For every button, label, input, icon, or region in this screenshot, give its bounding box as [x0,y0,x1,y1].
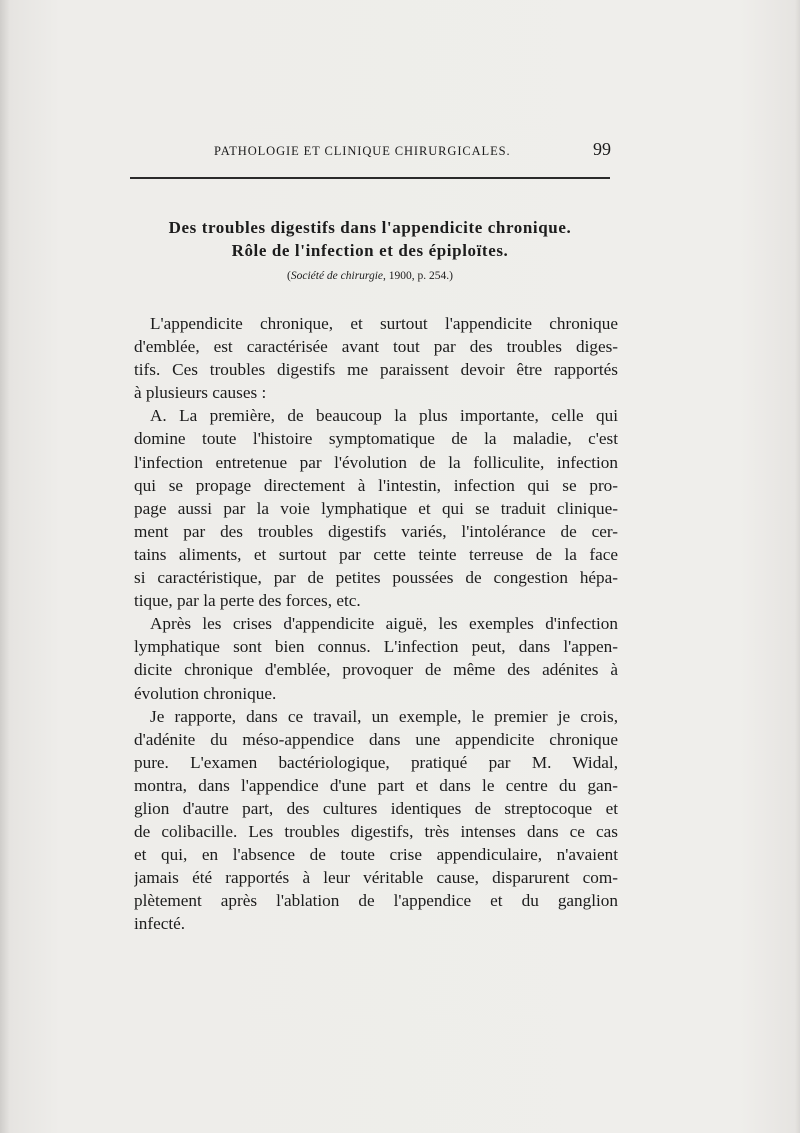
body-line: lymphatique sont bien connus. L'infection peut, dans l'appen- [134,637,618,657]
citation-source: Société de chirurgie [290,270,384,282]
body-line: dicite chronique d'emblée, provoquer de même des adénites à [134,660,618,680]
body-line: L'appendicite chronique, et surtout l'appendicite chronique [150,314,618,333]
article-body [134,312,618,936]
page-number: 99 [593,139,611,159]
body-line: infecté. [134,914,186,934]
body-line: Après les crises d'appendicite aiguë, les exemples d'infection [150,614,618,634]
body-line: d'emblée, est caractérisée avant tout par des troubles diges- [134,337,618,357]
citation-details: , 1900, p. 254.) [383,270,453,282]
body-line: plètement après l'ablation de l'appendice et du ganglion [134,891,618,911]
citation-open: ( [287,270,291,282]
body-line: tains aliments, et surtout par cette teinte terreuse de la face [134,544,618,564]
body-line: tifs. Ces troubles digestifs me paraissent devoir être rapportés [134,360,618,380]
article-title-line-2: Rôle de l'infection et des épiploïtes. [231,241,509,260]
body-line: jamais été rapportés à leur véritable cause, disparurent com- [134,868,618,888]
article-title-line-1: Des troubles digestifs dans l'appendicite chronique. [168,218,572,237]
body-line: et qui, en l'absence de toute crise appendiculaire, n'avaient [134,845,618,865]
header-rule [130,177,610,179]
body-line: d'adénite du méso-appendice dans une appendicite chronique [134,729,618,749]
running-header-title: PATHOLOGIE ET CLINIQUE CHIRURGICALES. [214,144,511,158]
body-line: qui se propage directement à l'intestin, infection qui se pro- [134,475,618,495]
body-line: glion d'autre part, des cultures identiques de streptocoque et [134,798,618,818]
body-line: si caractéristique, par de petites poussées de congestion hépa- [134,568,618,588]
body-line: A. La première, de beaucoup la plus importante, celle qui [150,406,618,426]
body-line: montra, dans l'appendice d'une part et dans le centre du gan- [134,775,618,795]
body-line: tique, par la perte des forces, etc. [134,591,361,611]
body-line: ment par des troubles digestifs variés, l'intolérance de cer- [134,521,618,541]
body-line: de colibacille. Les troubles digestifs, très intenses dans ce cas [134,822,618,842]
body-line: à plusieurs causes : [134,383,267,403]
article-citation [120,270,620,282]
body-line: pure. L'examen bactériologique, pratiqué par M. Widal, [134,752,618,772]
body-line: l'infection entretenue par l'évolution de la folliculite, infection [134,452,618,472]
body-line: Je rapporte, dans ce travail, un exemple, le premier je crois, [150,706,618,726]
body-line: page aussi par la voie lymphatique et qui se traduit clinique- [134,498,618,518]
body-line: domine toute l'histoire symptomatique de la maladie, c'est [134,429,618,449]
body-line: évolution chronique. [134,683,277,703]
